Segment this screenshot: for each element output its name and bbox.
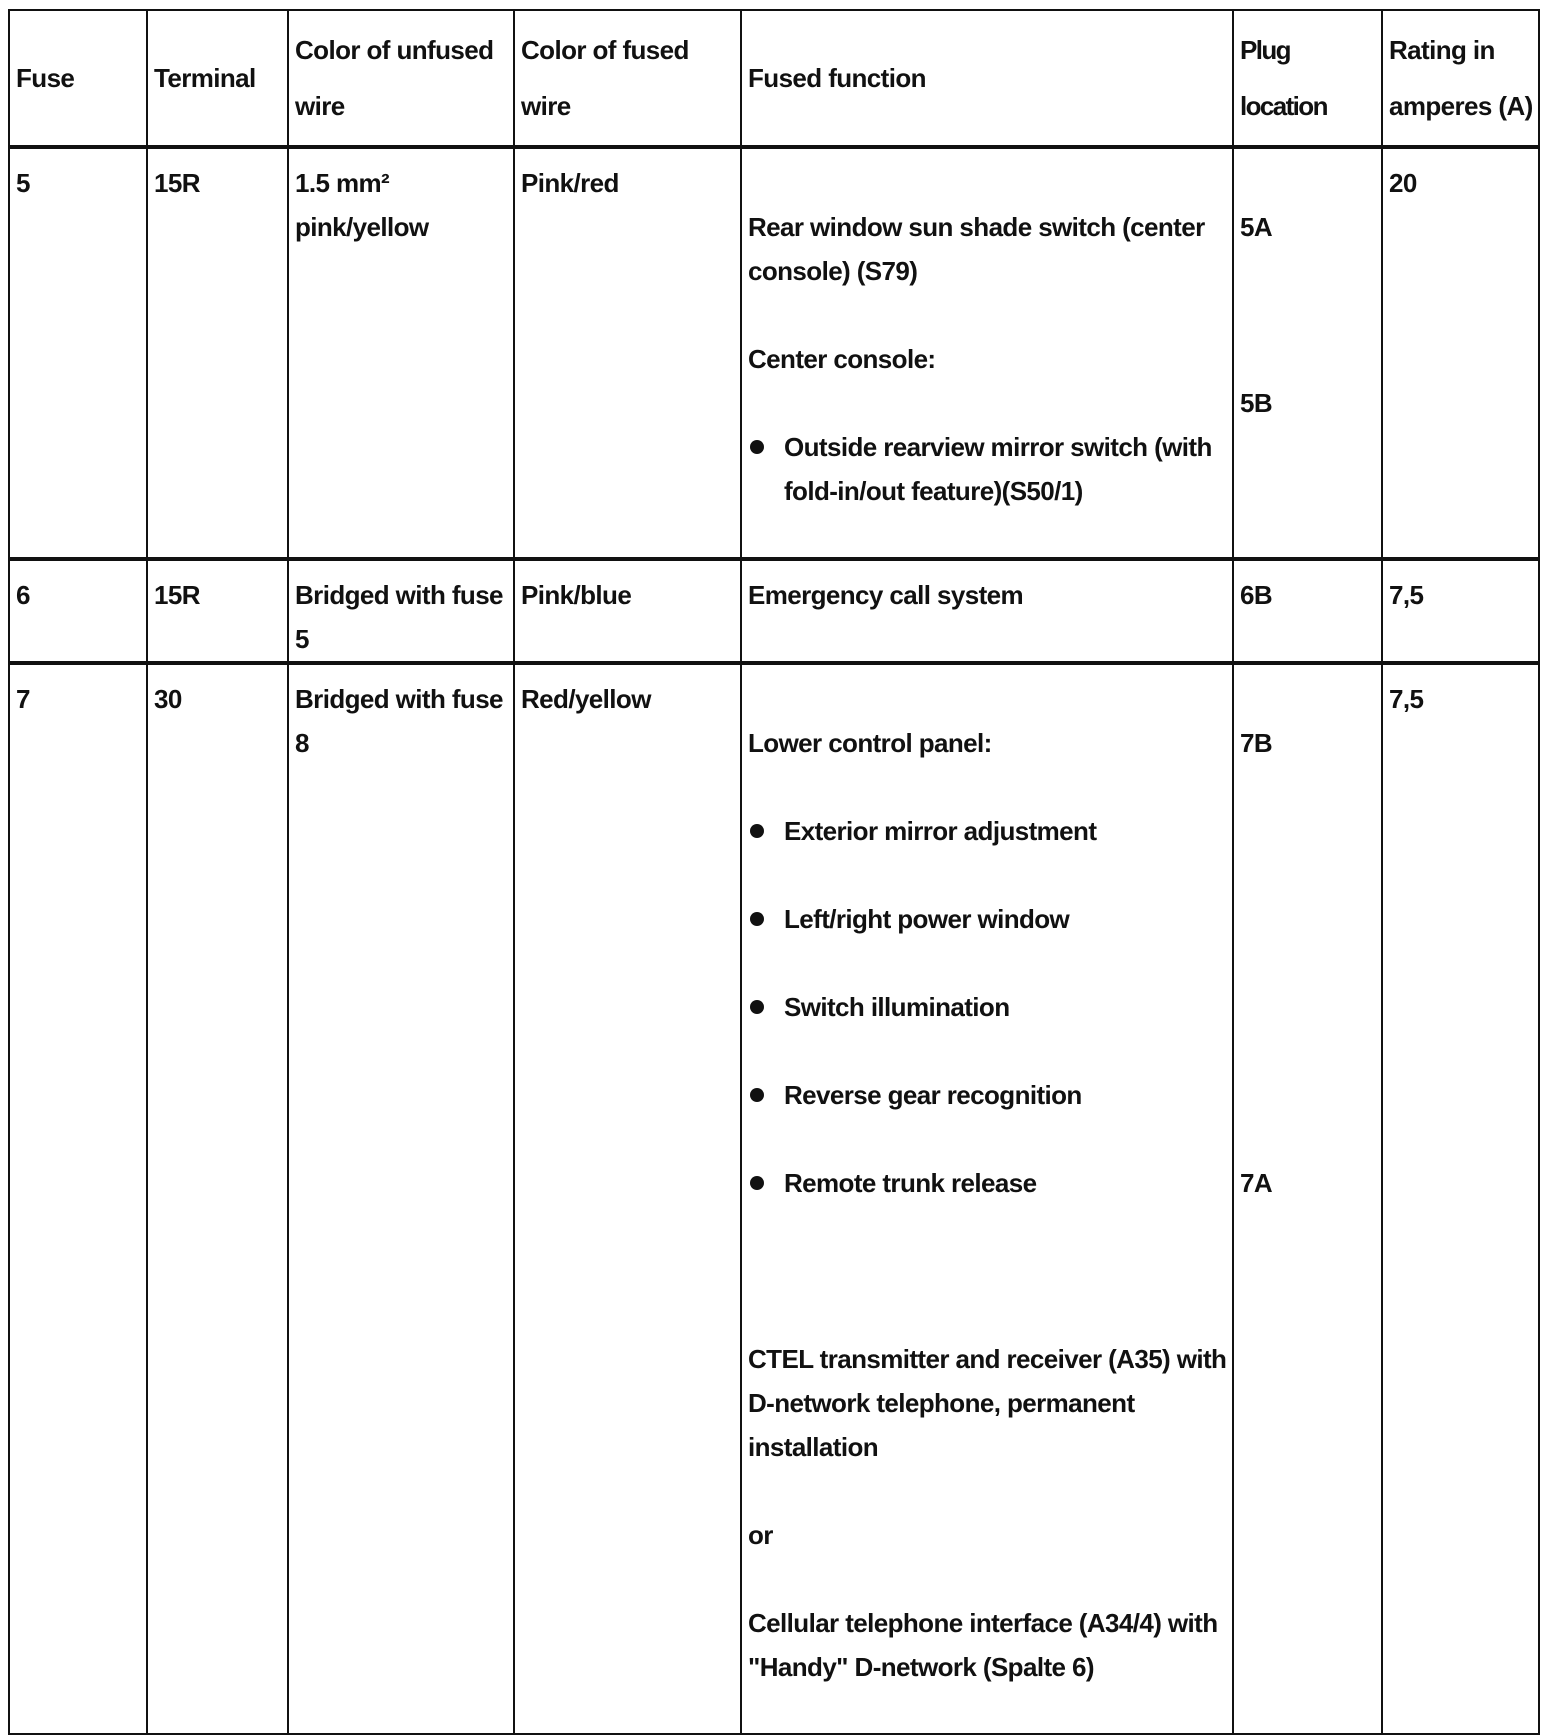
header-plug-location: Plug location bbox=[1233, 10, 1382, 147]
cell-terminal: 15R bbox=[147, 559, 288, 663]
function-bullet: Switch illumination bbox=[748, 985, 1232, 1029]
cell-plug-location: 6B bbox=[1233, 559, 1382, 663]
cell-fused-wire: Pink/blue bbox=[514, 559, 741, 663]
function-line: Lower control panel: bbox=[748, 728, 992, 758]
cell-unfused-wire: Bridged with fuse 5 bbox=[288, 559, 514, 663]
function-bullet: Remote trunk release bbox=[748, 1161, 1232, 1205]
function-bullet: Exterior mirror adjustment bbox=[748, 809, 1232, 853]
cell-fuse: 7 bbox=[9, 663, 147, 1734]
function-bullet: Left/right power window bbox=[748, 897, 1232, 941]
plug-value: 7A bbox=[1240, 1168, 1273, 1198]
fuse-table bbox=[8, 9, 1540, 1735]
cell-fused-function bbox=[741, 663, 1233, 1734]
cell-plug-location bbox=[1233, 147, 1382, 559]
cell-terminal: 30 bbox=[147, 663, 288, 1734]
table-row bbox=[9, 147, 1539, 559]
function-line: Cellular telephone interface (A34/4) with "Handy" D-network (Spalte 6) bbox=[748, 1608, 1218, 1682]
table-row bbox=[9, 663, 1539, 1734]
header-unfused-wire-color: Color of unfused wire bbox=[288, 10, 514, 147]
function-bullet: Outside rearview mirror switch (with fold-in/out feature)(S50/1) bbox=[748, 425, 1232, 513]
plug-value: 5A bbox=[1240, 212, 1273, 242]
function-line: CTEL transmitter and receiver (A35) with D-network telephone, permanent installation bbox=[748, 1344, 1227, 1462]
cell-fused-wire: Pink/red bbox=[514, 147, 741, 559]
header-terminal: Terminal bbox=[147, 10, 288, 147]
plug-value: 7B bbox=[1240, 728, 1273, 758]
cell-rating: 7,5 bbox=[1382, 559, 1539, 663]
header-fused-function: Fused function bbox=[741, 10, 1233, 147]
cell-fuse: 6 bbox=[9, 559, 147, 663]
cell-fused-function bbox=[741, 147, 1233, 559]
cell-unfused-wire: 1.5 mm² pink/yellow bbox=[288, 147, 514, 559]
table-row bbox=[9, 559, 1539, 663]
cell-fused-function: Emergency call system bbox=[741, 559, 1233, 663]
function-bullet: Reverse gear recognition bbox=[748, 1073, 1232, 1117]
function-line: or bbox=[748, 1520, 773, 1550]
cell-fuse: 5 bbox=[9, 147, 147, 559]
header-rating: Rating in amperes (A) bbox=[1382, 10, 1539, 147]
function-line: Center console: bbox=[748, 344, 936, 374]
cell-terminal: 15R bbox=[147, 147, 288, 559]
cell-plug-location bbox=[1233, 663, 1382, 1734]
cell-rating: 20 bbox=[1382, 147, 1539, 559]
cell-unfused-wire: Bridged with fuse 8 bbox=[288, 663, 514, 1734]
header-row bbox=[9, 10, 1539, 147]
function-line: Rear window sun shade switch (center console) (S79) bbox=[748, 212, 1205, 286]
cell-fused-wire: Red/yellow bbox=[514, 663, 741, 1734]
header-fuse: Fuse bbox=[9, 10, 147, 147]
header-fused-wire-color: Color of fused wire bbox=[514, 10, 741, 147]
cell-rating: 7,5 bbox=[1382, 663, 1539, 1734]
plug-value: 5B bbox=[1240, 388, 1273, 418]
